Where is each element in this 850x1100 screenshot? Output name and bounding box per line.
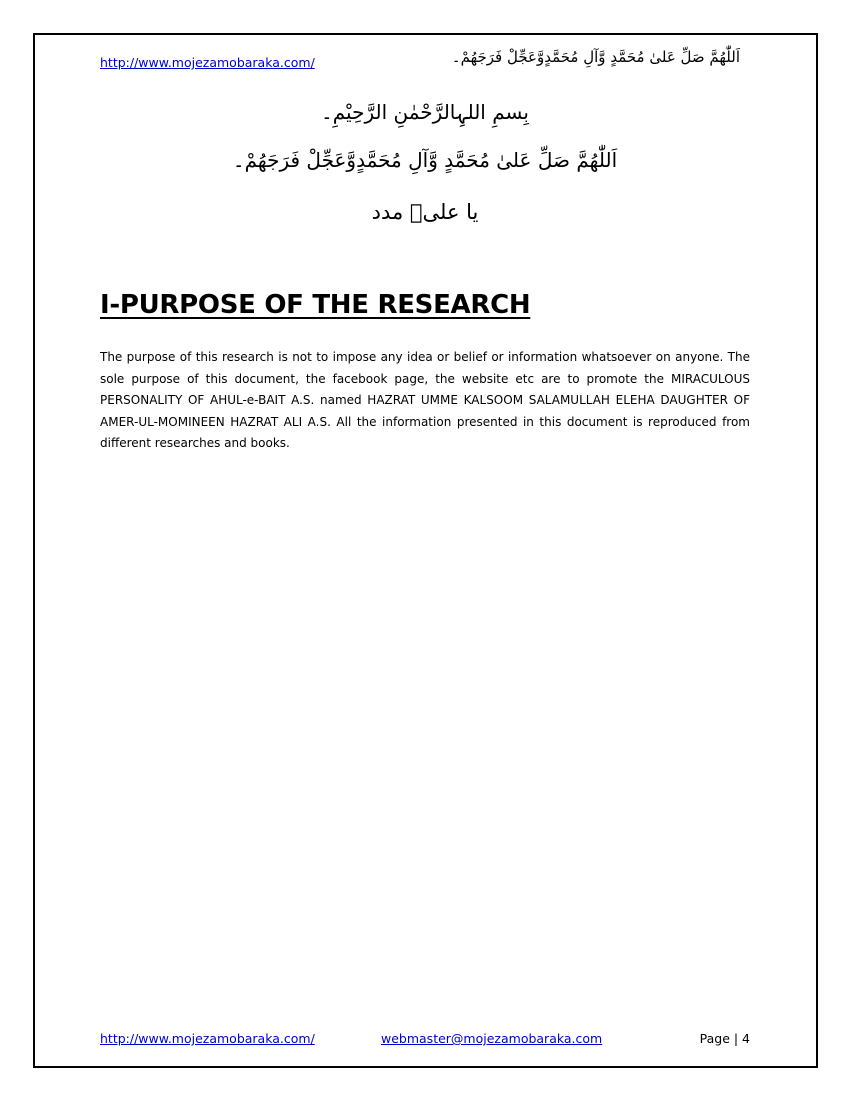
ya-ali-line: یا علیؑ مدد <box>371 200 479 224</box>
page-number: Page | 4 <box>699 1031 750 1046</box>
salawat-line: اَللّٰهُمَّ صَلِّ عَلیٰ مُحَمَّدٍ وَّآلِ مُحَمَّدٍوَّعَجِّلْ فَرَجَهُمْ۔ <box>232 148 618 172</box>
header-website-link[interactable]: http://www.mojezamobaraka.com/ <box>100 55 315 70</box>
header-arabic-salawat: اَللّٰهُمَّ صَلِّ عَلیٰ مُحَمَّدٍ وَّآلِ مُحَمَّدٍوَّعَجِّلْ فَرَجَهُمْ۔ <box>451 48 740 66</box>
section-paragraph: The purpose of this research is not to impose any idea or belief or information whatsoever on anyone. The sole purpose of this document, the facebook page, the website etc are to promote the MIRACULOUS PERSONALITY OF AHUL-e-BAIT A.S. named HAZRAT UMME KALSOOM SALAMULLAH ELEHA DAUGHTER OF AMER-UL-MOMINEEN HAZRAT ALI A.S. All the information presented in this document is reproduced from different researches and books. <box>100 350 750 450</box>
bismillah-line: بِسمِ اللہِالرَّحْمٰنِ الرَّحِیْمِ۔ <box>321 100 529 124</box>
footer-email-link[interactable]: webmaster@mojezamobaraka.com <box>381 1031 603 1046</box>
page-border <box>33 33 818 1068</box>
footer-website-link[interactable]: http://www.mojezamobaraka.com/ <box>100 1031 315 1046</box>
section-heading: I-PURPOSE OF THE RESEARCH <box>100 290 531 320</box>
